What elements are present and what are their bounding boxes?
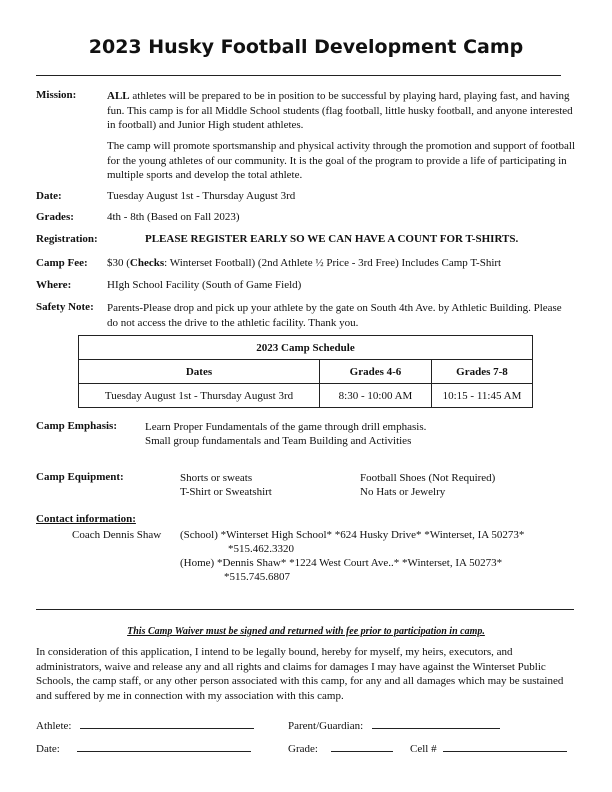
contact-label: Contact information:	[36, 513, 136, 525]
fee-post: : Winterset Football) (2nd Athlete ½ Price - 3rd Free) Includes Camp T-Shirt	[164, 257, 502, 269]
athlete-signature-row	[36, 718, 254, 732]
contact-name: Coach Dennis Shaw	[72, 529, 162, 541]
schedule-caption: 2023 Camp Schedule	[79, 336, 533, 360]
waiver-text: In consideration of this application, I intend to be legally bound, hereby for myself, my heirs, executors, and administrators, waive and release any and all rights and claims for damages I may have against the Winterset Public Schools, the camp staff, or any other person associated with this camp, for any and all damages which may be sustained and suffered by me in connection with my association with this camp.	[36, 646, 564, 702]
sign-grade-label: Grade:	[288, 743, 318, 755]
safety-value: Parents-Please drop and pick up your athlete by the gate on South 4th Ave. by Athletic Building. Please do not access the drive to the athletic facility. Thank you.	[107, 302, 562, 329]
registration-value: PLEASE REGISTER EARLY SO WE CAN HAVE A COUNT FOR T-SHIRTS.	[145, 233, 519, 245]
contact-home-phone: *515.745.6807	[224, 571, 290, 583]
grade-signature-row	[288, 741, 393, 755]
contact-home: (Home) *Dennis Shaw* *1224 West Court Ave..* *Winterset, IA 50273*	[180, 557, 503, 569]
grades-value: 4th - 8th (Based on Fall 2023)	[107, 211, 240, 223]
emphasis-label: Camp Emphasis:	[36, 420, 117, 432]
waiver-divider	[36, 609, 574, 610]
schedule-cell-dates: Tuesday August 1st - Thursday August 3rd	[79, 384, 320, 408]
where-value: HIgh School Facility (South of Game Field)	[107, 279, 302, 291]
schedule-header-dates: Dates	[79, 360, 320, 384]
registration-label: Registration:	[36, 233, 98, 245]
fee-checks: Checks	[129, 257, 165, 269]
date-signature-line[interactable]	[77, 741, 251, 752]
schedule-cell-grades-4-6: 8:30 - 10:00 AM	[320, 384, 432, 408]
grade-signature-line[interactable]	[331, 741, 393, 752]
guardian-signature-row	[288, 718, 500, 732]
where-label: Where:	[36, 279, 72, 291]
cell-signature-line[interactable]	[443, 741, 567, 752]
contact-school-phone: *515.462.3320	[228, 543, 294, 555]
date-label: Date:	[36, 190, 62, 202]
page-title: 2023 Husky Football Development Camp	[88, 36, 524, 58]
equipment-item: T-Shirt or Sweatshirt	[180, 486, 272, 498]
grades-label: Grades:	[36, 211, 74, 223]
date-value: Tuesday August 1st - Thursday August 3rd	[107, 190, 296, 202]
schedule-table	[78, 335, 533, 408]
cell-signature-row	[410, 741, 567, 755]
equipment-item: Shorts or sweats	[180, 472, 253, 484]
fee-pre: $30 (	[107, 257, 130, 269]
schedule-header-grades-7-8: Grades 7-8	[432, 360, 533, 384]
schedule-caption-row	[79, 336, 533, 360]
equipment-item: Football Shoes (Not Required)	[360, 472, 496, 484]
table-row	[79, 384, 533, 408]
contact-school: (School) *Winterset High School* *624 Husky Drive* *Winterset, IA 50273*	[180, 529, 525, 541]
mission-text-1: athletes will be prepared to be in position to be successful by playing hard, playing fast, and having fun. This camp is for all Middle School students (flag football, little husky football, and anyone interested in football) and Junior High student athletes.	[107, 90, 573, 131]
mission-paragraph-1	[107, 89, 577, 133]
emphasis-line-2: Small group fundamentals and Team Building and Activities	[145, 435, 412, 447]
sign-cell-label: Cell #	[410, 743, 437, 755]
title-divider	[36, 75, 561, 76]
emphasis-line-1: Learn Proper Fundamentals of the game through drill emphasis.	[145, 421, 427, 433]
fee-value	[107, 257, 501, 269]
mission-lead: ALL	[107, 90, 130, 102]
athlete-label: Athlete:	[36, 720, 72, 732]
safety-label: Safety Note:	[36, 301, 94, 313]
waiver-note: This Camp Waiver must be signed and returned with fee prior to participation in camp.	[127, 626, 485, 637]
date-signature-row	[36, 741, 251, 755]
mission-paragraph-2: The camp will promote sportsmanship and physical activity through the promotion and support of football for the young athletes of our community. It is the goal of the program to provide a life of participating in multiple sports and develop the total athlete.	[107, 140, 576, 181]
schedule-header-row	[79, 360, 533, 384]
schedule-cell-grades-7-8: 10:15 - 11:45 AM	[432, 384, 533, 408]
sign-date-label: Date:	[36, 743, 60, 755]
fee-label: Camp Fee:	[36, 257, 88, 269]
guardian-signature-line[interactable]	[372, 718, 500, 729]
schedule-header-grades-4-6: Grades 4-6	[320, 360, 432, 384]
athlete-signature-line[interactable]	[80, 718, 254, 729]
equipment-item: No Hats or Jewelry	[360, 486, 446, 498]
equipment-label: Camp Equipment:	[36, 471, 124, 483]
mission-label: Mission:	[36, 89, 77, 101]
guardian-label: Parent/Guardian:	[288, 720, 364, 732]
